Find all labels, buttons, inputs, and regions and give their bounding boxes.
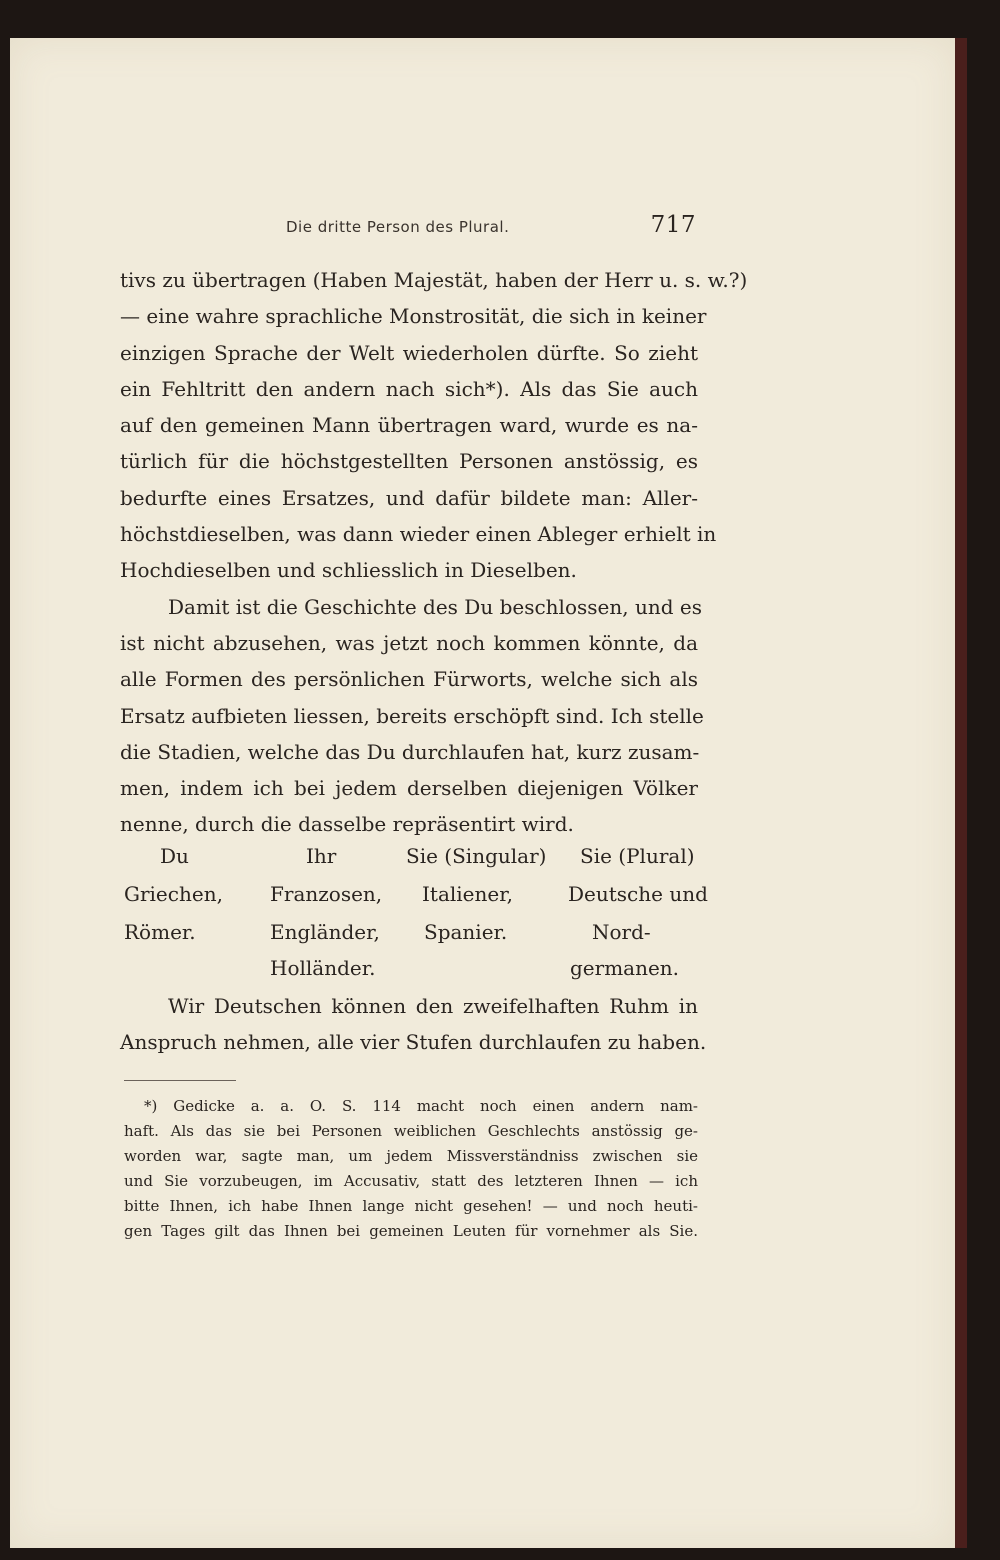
table-cell: Spanier. <box>424 920 508 944</box>
table-header-du: Du <box>160 844 189 868</box>
text-line: tivs zu übertragen (Haben Majestät, haben der Herr u. s. w.?) <box>120 268 748 292</box>
text-line: die Stadien, welche das Du durchlaufen hat, kurz zusam- <box>120 739 700 764</box>
footnote-line: bitte Ihnen, ich habe Ihnen lange nicht gesehen! — und noch heuti- <box>124 1197 698 1215</box>
closing-paragraph <box>120 988 707 1061</box>
text-line: höchstdieselben, was dann wieder einen Ableger erhielt in <box>120 522 717 547</box>
table-cell: Deutsche und <box>568 882 708 906</box>
text-line: türlich für die höchstgestellten Personen anstössig, es <box>120 449 698 474</box>
text-line: nenne, durch die dasselbe repräsentirt wird. <box>120 812 574 837</box>
text-line: einzigen Sprache der Welt wiederholen dürfte. So zieht <box>120 340 698 365</box>
text-line: Hochdieselben und schliesslich in Dieselben. <box>120 558 577 583</box>
text-line: ist nicht abzusehen, was jetzt noch kommen könnte, da <box>120 630 698 655</box>
text-line: bedurfte eines Ersatzes, und dafür bildete man: Aller- <box>120 485 698 510</box>
table-cell: Holländer. <box>270 956 376 980</box>
footnote-line: und Sie vorzubeugen, im Accusativ, statt des letzteren Ihnen — ich <box>124 1172 698 1190</box>
table-header-ihr: Ihr <box>306 844 337 868</box>
main-text <box>120 262 748 843</box>
table-header-sie-plural: Sie (Plural) <box>580 844 695 868</box>
book-cover-edge <box>955 38 967 1548</box>
table-cell: Griechen, <box>124 882 223 906</box>
table-cell: Engländer, <box>270 920 380 944</box>
text-line: ein Fehltritt den andern nach sich*). Als das Sie auch <box>120 376 698 401</box>
text-line: Wir Deutschen können den zweifelhaften Ruhm in <box>168 994 698 1018</box>
text-line: men, indem ich bei jedem derselben diejenigen Völker <box>120 776 698 801</box>
text-line: Damit ist die Geschichte des Du beschlossen, und es <box>168 594 702 619</box>
footnote-line: *) Gedicke a. a. O. S. 114 macht noch einen andern nam- <box>144 1097 698 1115</box>
text-line: Ersatz aufbieten liessen, bereits erschöpft sind. Ich stelle <box>120 703 704 728</box>
running-header <box>286 212 696 242</box>
footnote-line: gen Tages gilt das Ihnen bei gemeinen Leuten für vornehmer als Sie. <box>124 1222 698 1240</box>
footnote-line: worden war, sagte man, um jedem Missverständniss zwischen sie <box>124 1147 698 1165</box>
footnote-line: haft. Als das sie bei Personen weiblichen Geschlechts anstössig ge- <box>124 1122 698 1140</box>
page-number: 717 <box>650 212 696 238</box>
footnote <box>124 1094 698 1244</box>
table-cell: Franzosen, <box>270 882 383 906</box>
footnote-rule <box>124 1080 236 1081</box>
table-cell: germanen. <box>570 956 680 980</box>
table-cell: Nord- <box>592 920 651 944</box>
text-line: alle Formen des persönlichen Fürworts, welche sich als <box>120 667 698 692</box>
table-header-sie-singular: Sie (Singular) <box>406 844 547 868</box>
text-line: auf den gemeinen Mann übertragen ward, wurde es na- <box>120 413 698 438</box>
table-cell: Römer. <box>124 920 196 944</box>
text-line: Anspruch nehmen, alle vier Stufen durchlaufen zu haben. <box>120 1030 707 1055</box>
running-title: Die dritte Person des Plural. <box>286 218 510 236</box>
text-line: — eine wahre sprachliche Monstrosität, die sich in keiner <box>120 304 707 329</box>
table-cell: Italiener, <box>422 882 513 906</box>
